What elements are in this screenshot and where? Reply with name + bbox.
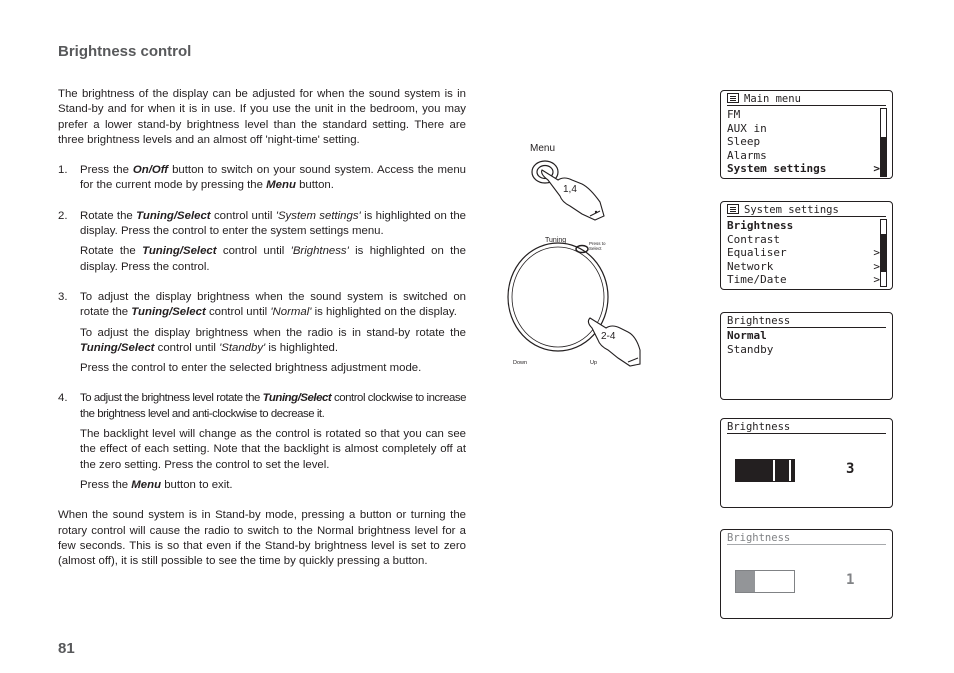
level-fill xyxy=(736,460,794,481)
step-number: 1. xyxy=(58,164,68,177)
lcd-title: Main menu xyxy=(727,93,886,106)
step-number: 2. xyxy=(58,209,68,222)
step-4-text-b: The backlight level will change as the control is rotated so that you can see the effect of each setting. Note that the backlight is almost completely off at the zero setting. Press the control to set the level. xyxy=(80,428,466,471)
lcd-title: Brightness xyxy=(727,315,886,328)
intro-paragraph: The brightness of the display can be adjusted for when the sound system is in Stand-by and for when it is in use. If you use the unit in the bedroom, you may prefer a lower stand-by brightness level than the standard setting. There are three brightness levels and an almost off 'night-time' setting. xyxy=(58,88,466,146)
lcd-title: Brightness xyxy=(727,421,886,434)
step-number: 4. xyxy=(58,392,68,405)
lcd-brightness-select xyxy=(720,312,893,400)
step-4 xyxy=(58,391,466,493)
page-number: 81 xyxy=(58,640,75,657)
menu-steps-label: 1,4 xyxy=(563,184,577,195)
menu-list-icon xyxy=(727,204,739,214)
menu-item: Sleep xyxy=(727,135,761,148)
menu-item: Time/Date > xyxy=(727,273,880,286)
menu-item-selected: System settings > xyxy=(727,162,880,175)
step-2-text-b: Rotate the Tuning/Select control until 'Brightness' is highlighted on the display. Press the control. xyxy=(80,245,466,273)
step-number: 3. xyxy=(58,290,68,303)
menu-item-selected: Normal xyxy=(727,329,767,342)
menu-item: AUX in xyxy=(727,121,767,135)
step-4-text-c: Press the Menu button to exit. xyxy=(80,478,233,491)
lcd-main-menu xyxy=(720,90,893,179)
chevron-right-icon: > xyxy=(873,162,880,175)
chevron-right-icon: > xyxy=(873,246,880,259)
up-label: Up xyxy=(590,360,598,366)
menu-item: Equaliser > xyxy=(727,246,880,259)
step-1-text: Press the On/Off button to switch on your sound system. Access the menu for the current mode by pressing the Menu button. xyxy=(80,164,467,192)
step-3-text-a: To adjust the display brightness when the sound system is switched on rotate the Tuning/Select control until 'Normal' is highlighted on the display. xyxy=(80,290,466,319)
menu-item-selected: Brightness xyxy=(727,219,794,232)
step-3 xyxy=(58,290,466,376)
chevron-right-icon: > xyxy=(873,259,880,273)
lcd-title: System settings xyxy=(727,204,886,217)
tuning-label: Tuning xyxy=(545,237,567,244)
controls-illustration xyxy=(500,140,670,380)
menu-item: Alarms xyxy=(727,148,767,162)
pointing-hand-icon xyxy=(542,170,604,220)
menu-item: FM xyxy=(727,108,741,121)
lcd-brightness-level-normal xyxy=(720,418,893,508)
brightness-level-value: 3 xyxy=(846,461,855,477)
step-3-text-c: Press the control to enter the selected brightness adjustment mode. xyxy=(80,362,422,375)
closing-paragraph: When the sound system is in Stand-by mode, pressing a button or turning the rotary control will cause the radio to switch to the Normal brightness level for a few seconds. This is so that even if the Stand-by brightness level is set to zero (almost off), it is still possible to see the time by quickly pressing a button. xyxy=(58,509,466,568)
brightness-level-bar xyxy=(735,459,795,482)
tuning-knob-icon xyxy=(508,243,608,351)
lcd-title: Brightness xyxy=(727,532,886,545)
lcd-brightness-level-dim xyxy=(720,529,893,619)
press-to-select-label: Press to Select xyxy=(589,241,606,251)
step-4-text-a: To adjust the brightness level rotate the Tuning/Select control clockwise to increase the brightness level and anti-clockwise to decrease it. xyxy=(80,392,466,420)
scrollbar xyxy=(880,108,887,177)
page-title: Brightness control xyxy=(58,43,192,60)
step-1 xyxy=(58,163,466,194)
scrollbar xyxy=(880,219,887,287)
pointing-hand-icon xyxy=(588,318,640,366)
brightness-level-bar xyxy=(735,570,795,593)
level-fill xyxy=(736,571,755,592)
brightness-level-value: 1 xyxy=(846,572,855,588)
controls-drawing xyxy=(500,140,670,380)
down-label: Down xyxy=(513,360,528,366)
step-3-text-b: To adjust the display brightness when the radio is in stand-by rotate the Tuning/Select control until 'Standby' is highlighted. xyxy=(80,326,466,354)
menu-list-icon xyxy=(727,93,739,103)
chevron-right-icon: > xyxy=(873,273,880,286)
lcd-system-settings xyxy=(720,201,893,290)
menu-item: Standby xyxy=(727,342,774,356)
menu-item: Network > xyxy=(727,259,880,273)
knob-steps-label: 2-4 xyxy=(601,331,616,342)
instructions-column xyxy=(58,87,466,569)
menu-item: Contrast xyxy=(727,232,780,246)
step-2 xyxy=(58,209,466,275)
step-2-text-a: Rotate the Tuning/Select control until 'System settings' is highlighted on the display. Press the control to enter the system settings menu. xyxy=(80,209,466,238)
menu-label: Menu xyxy=(530,143,556,154)
